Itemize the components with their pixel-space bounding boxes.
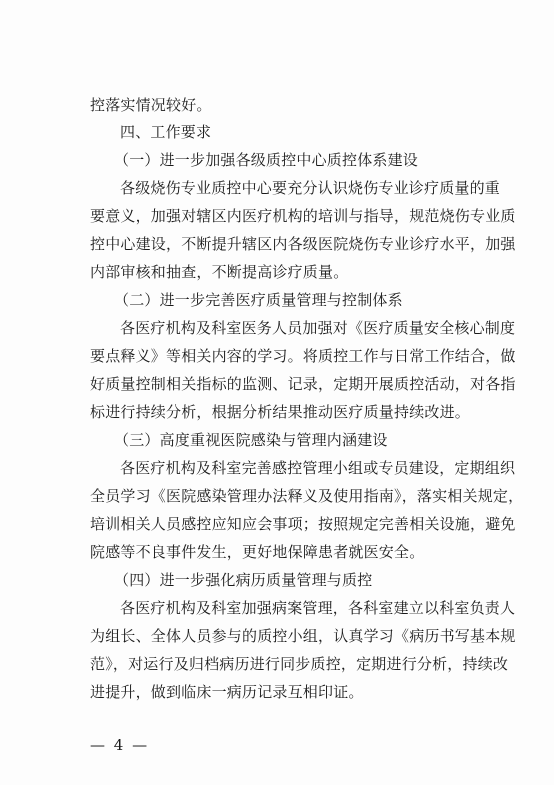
text-line: 各级烧伤专业质控中心要充分认识烧伤专业诊疗质量的重 xyxy=(120,179,501,197)
text-line: 各医疗机构及科室加强病案管理，各科室建立以科室负责人 xyxy=(120,599,516,617)
text-line: 全员学习《医院感染管理办法释义及使用指南》，落实相关规定， xyxy=(90,487,524,505)
text-line: 控落实情况较好。 xyxy=(90,96,212,114)
section-heading: 四、工作要求 xyxy=(120,123,212,141)
text-line: 各医疗机构及科室医务人员加强对《医疗质量安全核心制度 xyxy=(120,319,516,337)
text-line: 为组长、全体人员参与的质控小组，认真学习《病历书写基本规 xyxy=(90,627,516,645)
subsection-heading: （三）高度重视医院感染与管理内涵建设 xyxy=(114,431,388,449)
text-line: 要意义，加强对辖区内医疗机构的培训与指导，规范烧伤专业质 xyxy=(90,207,516,225)
text-line: 标进行持续分析，根据分析结果推动医疗质量持续改进。 xyxy=(90,403,471,421)
text-line: 控中心建设，不断提升辖区内各级医院烧伤专业诊疗水平，加强 xyxy=(90,235,516,253)
page-number: — 4 — xyxy=(90,736,150,754)
text-line: 各医疗机构及科室完善感控管理小组或专员建设，定期组织 xyxy=(120,459,516,477)
subsection-heading: （一）进一步加强各级质控中心质控体系建设 xyxy=(114,151,419,169)
text-line: 范》，对运行及归档病历进行同步质控，定期进行分析，持续改 xyxy=(90,655,509,673)
text-line: 要点释义》等相关内容的学习。将质控工作与日常工作结合，做 xyxy=(90,347,516,365)
subsection-heading: （四）进一步强化病历质量管理与质控 xyxy=(114,571,373,589)
text-line: 内部审核和抽查，不断提高诊疗质量。 xyxy=(90,263,349,281)
subsection-heading: （二）进一步完善医疗质量管理与控制体系 xyxy=(114,291,403,309)
text-line: 培训相关人员感控应知应会事项；按照规定完善相关设施，避免 xyxy=(90,515,516,533)
text-line: 院感等不良事件发生，更好地保障患者就医安全。 xyxy=(90,543,425,561)
text-line: 进提升，做到临床一病历记录互相印证。 xyxy=(90,683,364,701)
text-line: 好质量控制相关指标的监测、记录，定期开展质控活动，对各指 xyxy=(90,375,516,393)
